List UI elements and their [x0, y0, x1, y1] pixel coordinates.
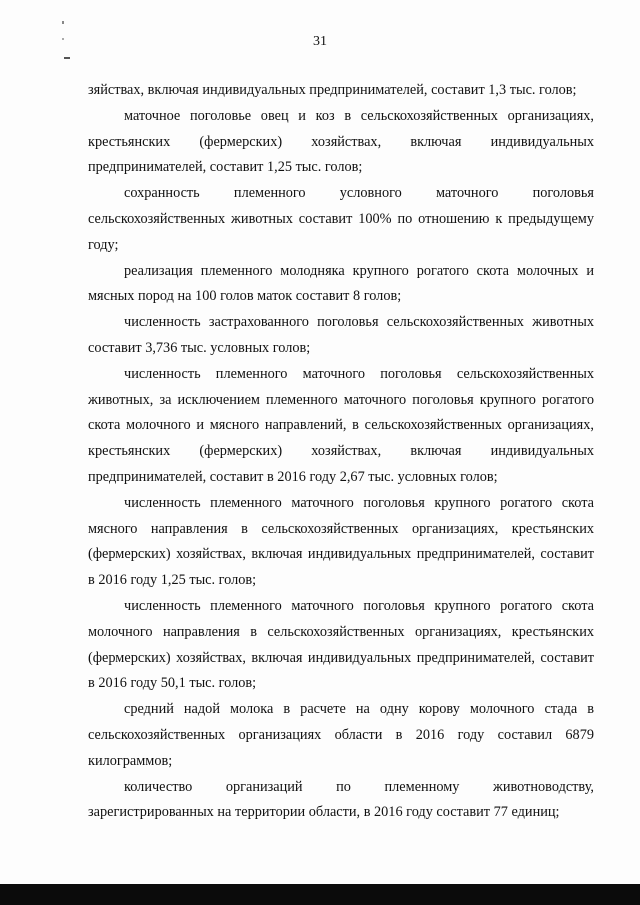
page-number: 31 — [313, 34, 327, 49]
scan-mark — [64, 57, 70, 59]
paragraph: численность застрахованного поголовья сельскохозяйственных животных составит 3,736 тыс. условных голов; — [88, 314, 594, 356]
paragraph: маточное поголовье овец и коз в сельскохозяйственных организациях, крестьянских (фермерских) хозяйствах, включая индивидуальных предпринимателей, составит 1,25 тыс. голов; — [88, 107, 594, 176]
scan-border — [0, 884, 640, 905]
paragraph: средний надой молока в расчете на одну корову молочного стада в сельскохозяйственных организациях области в 2016 году составил 6879 килограммов; — [88, 701, 594, 769]
paragraph: численность племенного маточного поголовья сельскохозяйственных животных, за исключением племенного маточного поголовья крупного рогатого скота молочного и мясного направлений, в сельскохозяйственных организациях, крестьянских (фермерских) хозяйствах, включая индивидуальных предпринимателей, составит в 2016 году 2,67 тыс. условных голов; — [88, 365, 594, 485]
paragraph: численность племенного маточного поголовья крупного рогатого скота мясного направления в сельскохозяйственных организациях, крестьянских (фермерских) хозяйствах, включая индивидуальных предпринимателей, составит в 2016 году 1,25 тыс. голов; — [88, 494, 594, 589]
paragraph: реализация племенного молодняка крупного рогатого скота молочных и мясных пород на 100 голов маток составит 8 голов; — [88, 262, 594, 305]
paragraph: сохранность племенного условного маточного поголовья сельскохозяйственных животных составит 100% по отношению к предыдущему году; — [88, 185, 594, 253]
body-text — [88, 78, 594, 826]
paragraph: зяйствах, включая индивидуальных предпринимателей, составит 1,3 тыс. голов; — [88, 82, 577, 98]
paragraph: численность племенного маточного поголовья крупного рогатого скота молочного направления в сельскохозяйственных организациях, крестьянских (фермерских) хозяйствах, включая индивидуальных предпринимателей, составит в 2016 году 50,1 тыс. голов; — [88, 597, 594, 692]
scan-mark — [62, 21, 64, 24]
paragraph: количество организаций по племенному животноводству, зарегистрированных на территории области, в 2016 году составит 77 единиц; — [88, 778, 594, 821]
